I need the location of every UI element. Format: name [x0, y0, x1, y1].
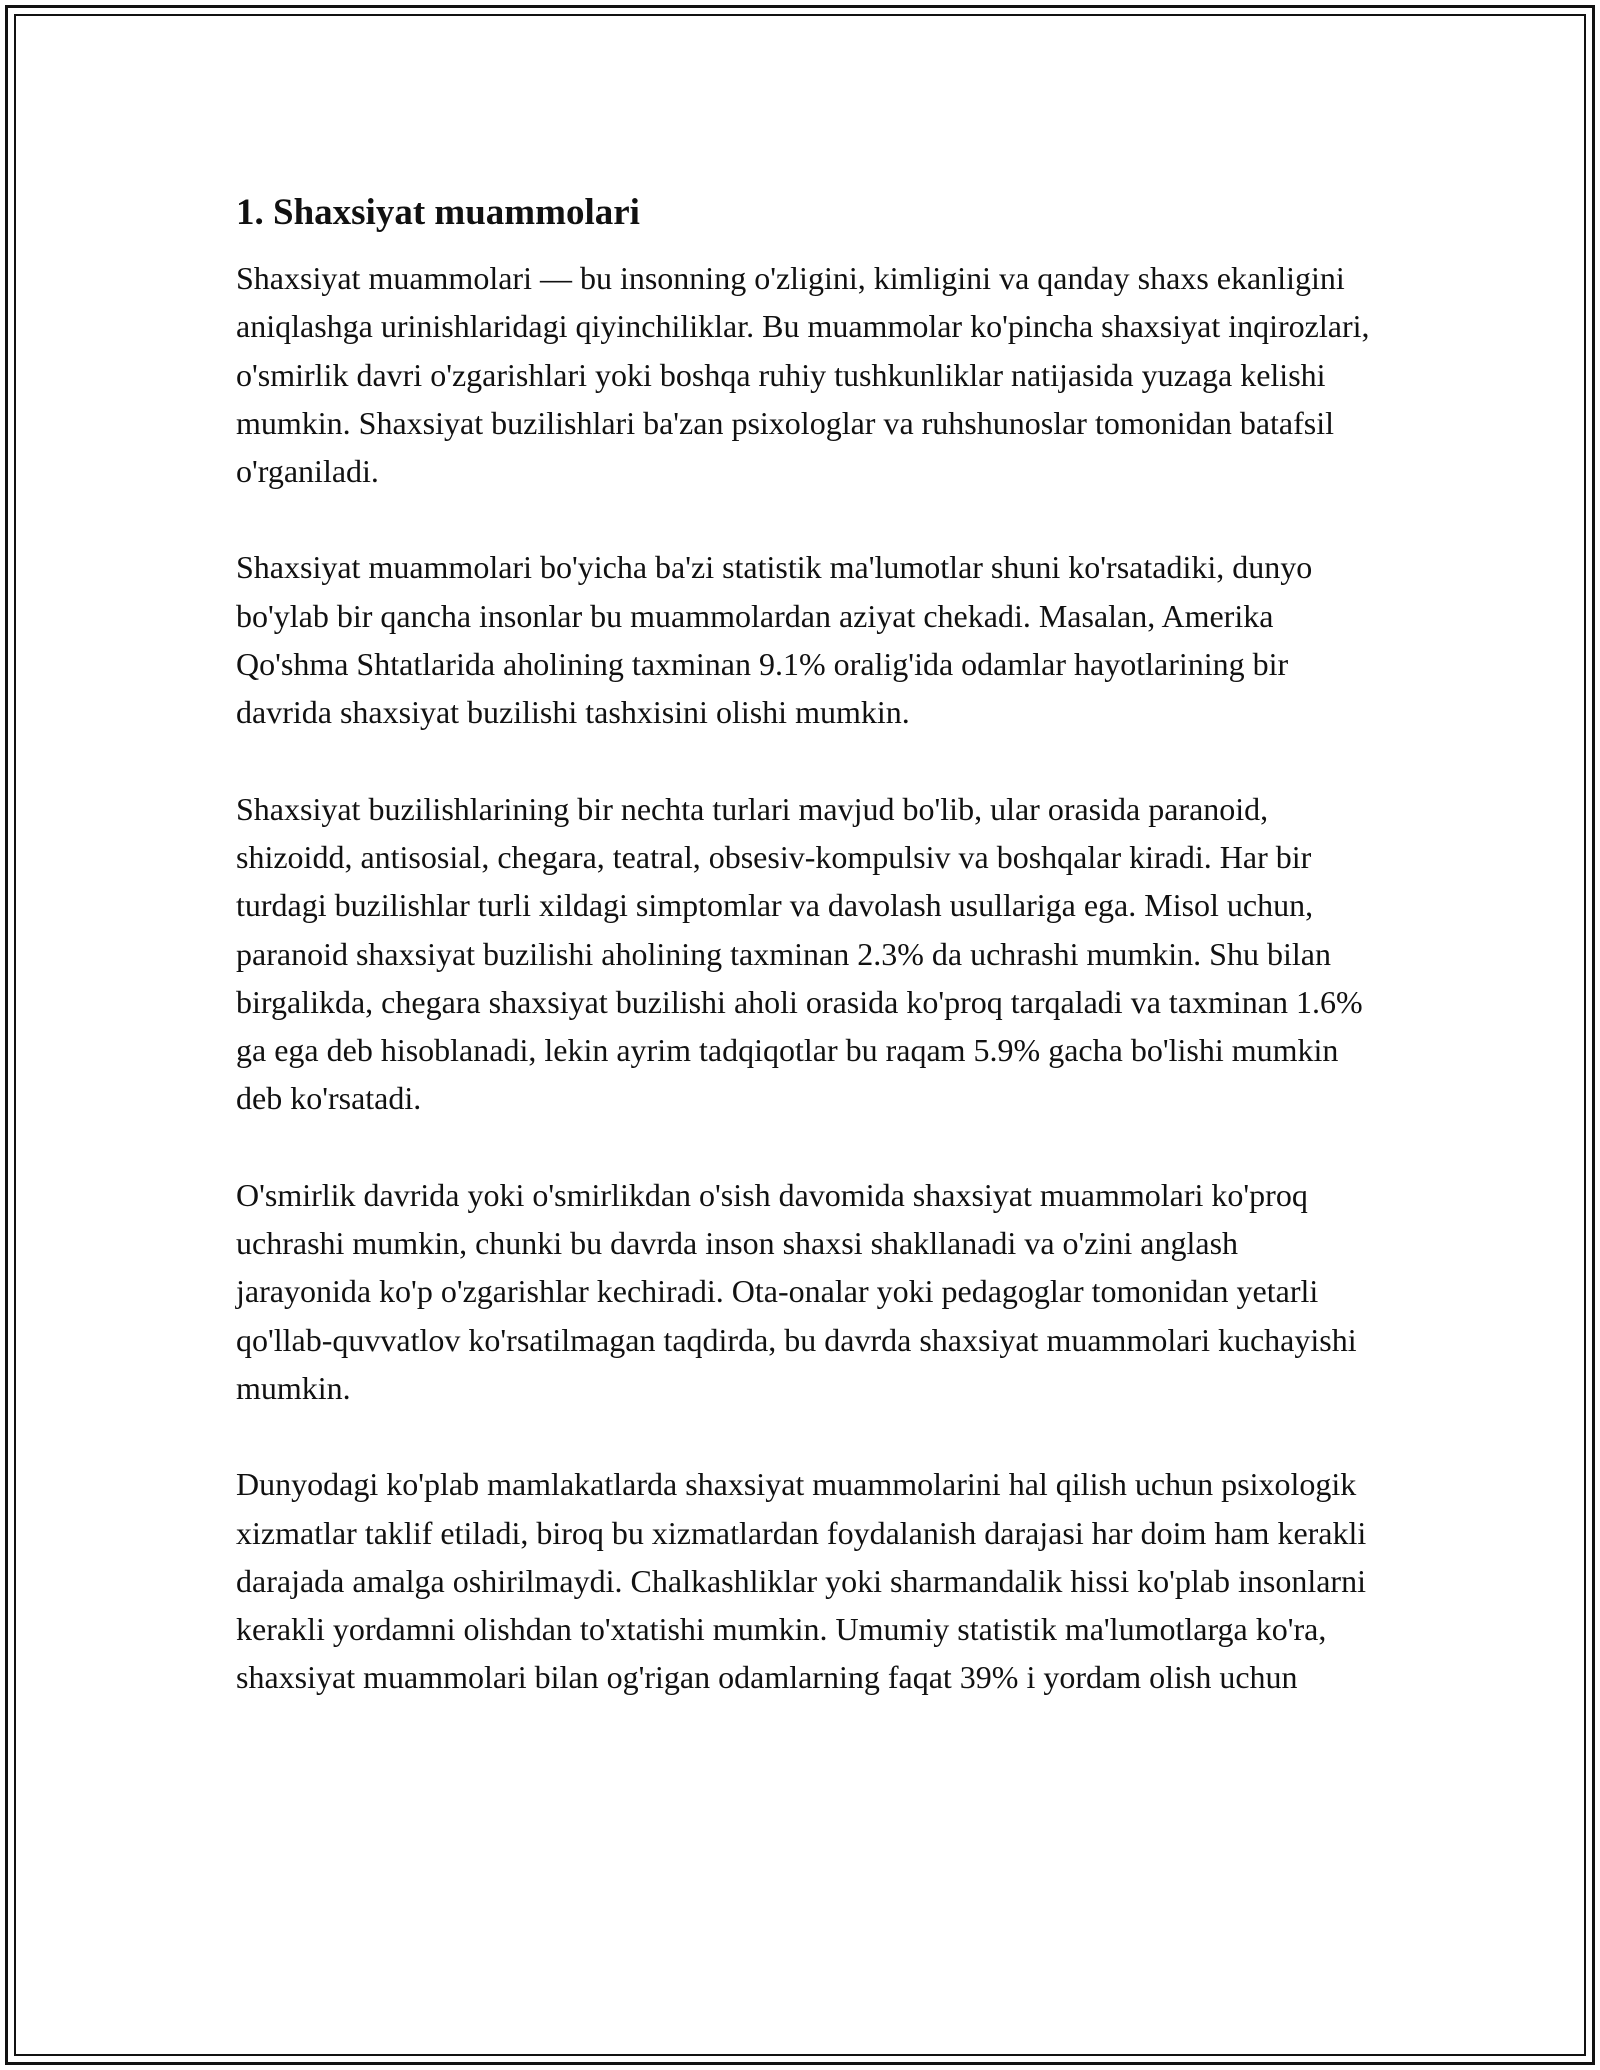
paragraph-5: Dunyodagi ko'plab mamlakatlarda shaxsiyat muammolarini hal qilish uchun psixologik xizmatlar taklif etiladi, biroq bu xizmatlardan foydalanish darajasi har doim ham kerakli darajada amalga oshirilmaydi. Chalkashliklar yoki sharmandalik hissi ko'plab insonlarni kerakli yordamni olishdan to'xtatishi mumkin. Umumiy statistik ma'lumotlarga ko'ra, shaxsiyat muammolari bilan og'rigan odamlarning faqat 39% i yordam olish uchun	[236, 1466, 1367, 1696]
paragraph-3: Shaxsiyat buzilishlarining bir nechta turlari mavjud bo'lib, ular orasida paranoid, shizoidd, antisosial, chegara, teatral, obsesiv-kompulsiv va boshqalar kiradi. Har bir turdagi buzilishlar turli xildagi simptomlar va davolash usullariga ega. Misol uchun, paranoid shaxsiyat buzilishi aholining taxminan 2.3% da uchrashi mumkin. Shu bilan birgalikda, chegara shaxsiyat buzilishi aholi orasida ko'proq tarqaladi va taxminan 1.6% ga ega deb hisoblanadi, lekin ayrim tadqiqotlar bu raqam 5.9% gacha bo'lishi mumkin deb ko'rsatadi.	[236, 790, 1363, 1117]
paragraph-2: Shaxsiyat muammolari bo'yicha ba'zi statistik ma'lumotlar shuni ko'rsatadiki, dunyo bo'ylab bir qancha insonlar bu muammolardan aziyat chekadi. Masalan, Amerika Qo'shma Shtatlarida aholining taxminan 9.1% oralig'ida odamlar hayotlarining bir davrida shaxsiyat buzilishi tashxisini olishi mumkin.	[236, 549, 1313, 731]
section-heading: 1. Shaxsiyat muammolari	[236, 192, 640, 233]
paragraph-1: Shaxsiyat muammolari — bu insonning o'zligini, kimligini va qanday shaxs ekanligini aniqlashga urinishlaridagi qiyinchiliklar. Bu muammolar ko'pincha shaxsiyat inqirozlari, o'smirlik davri o'zgarishlari yoki boshqa ruhiy tushkunliklar natijasida yuzaga kelishi mumkin. Shaxsiyat buzilishlari ba'zan psixologlar va ruhshunoslar tomonidan batafsil o'rganiladi.	[236, 260, 1370, 490]
document-body	[236, 188, 1376, 1750]
paragraph-4: O'smirlik davrida yoki o'smirlikdan o'sish davomida shaxsiyat muammolari ko'proq uchrashi mumkin, chunki bu davrda inson shaxsi shakllanadi va o'zini anglash jarayonida ko'p o'zgarishlar kechiradi. Ota-onalar yoki pedagoglar tomonidan yetarli qo'llab-quvvatlov ko'rsatilmagan taqdirda, bu davrda shaxsiyat muammolari kuchayishi mumkin.	[236, 1176, 1357, 1406]
